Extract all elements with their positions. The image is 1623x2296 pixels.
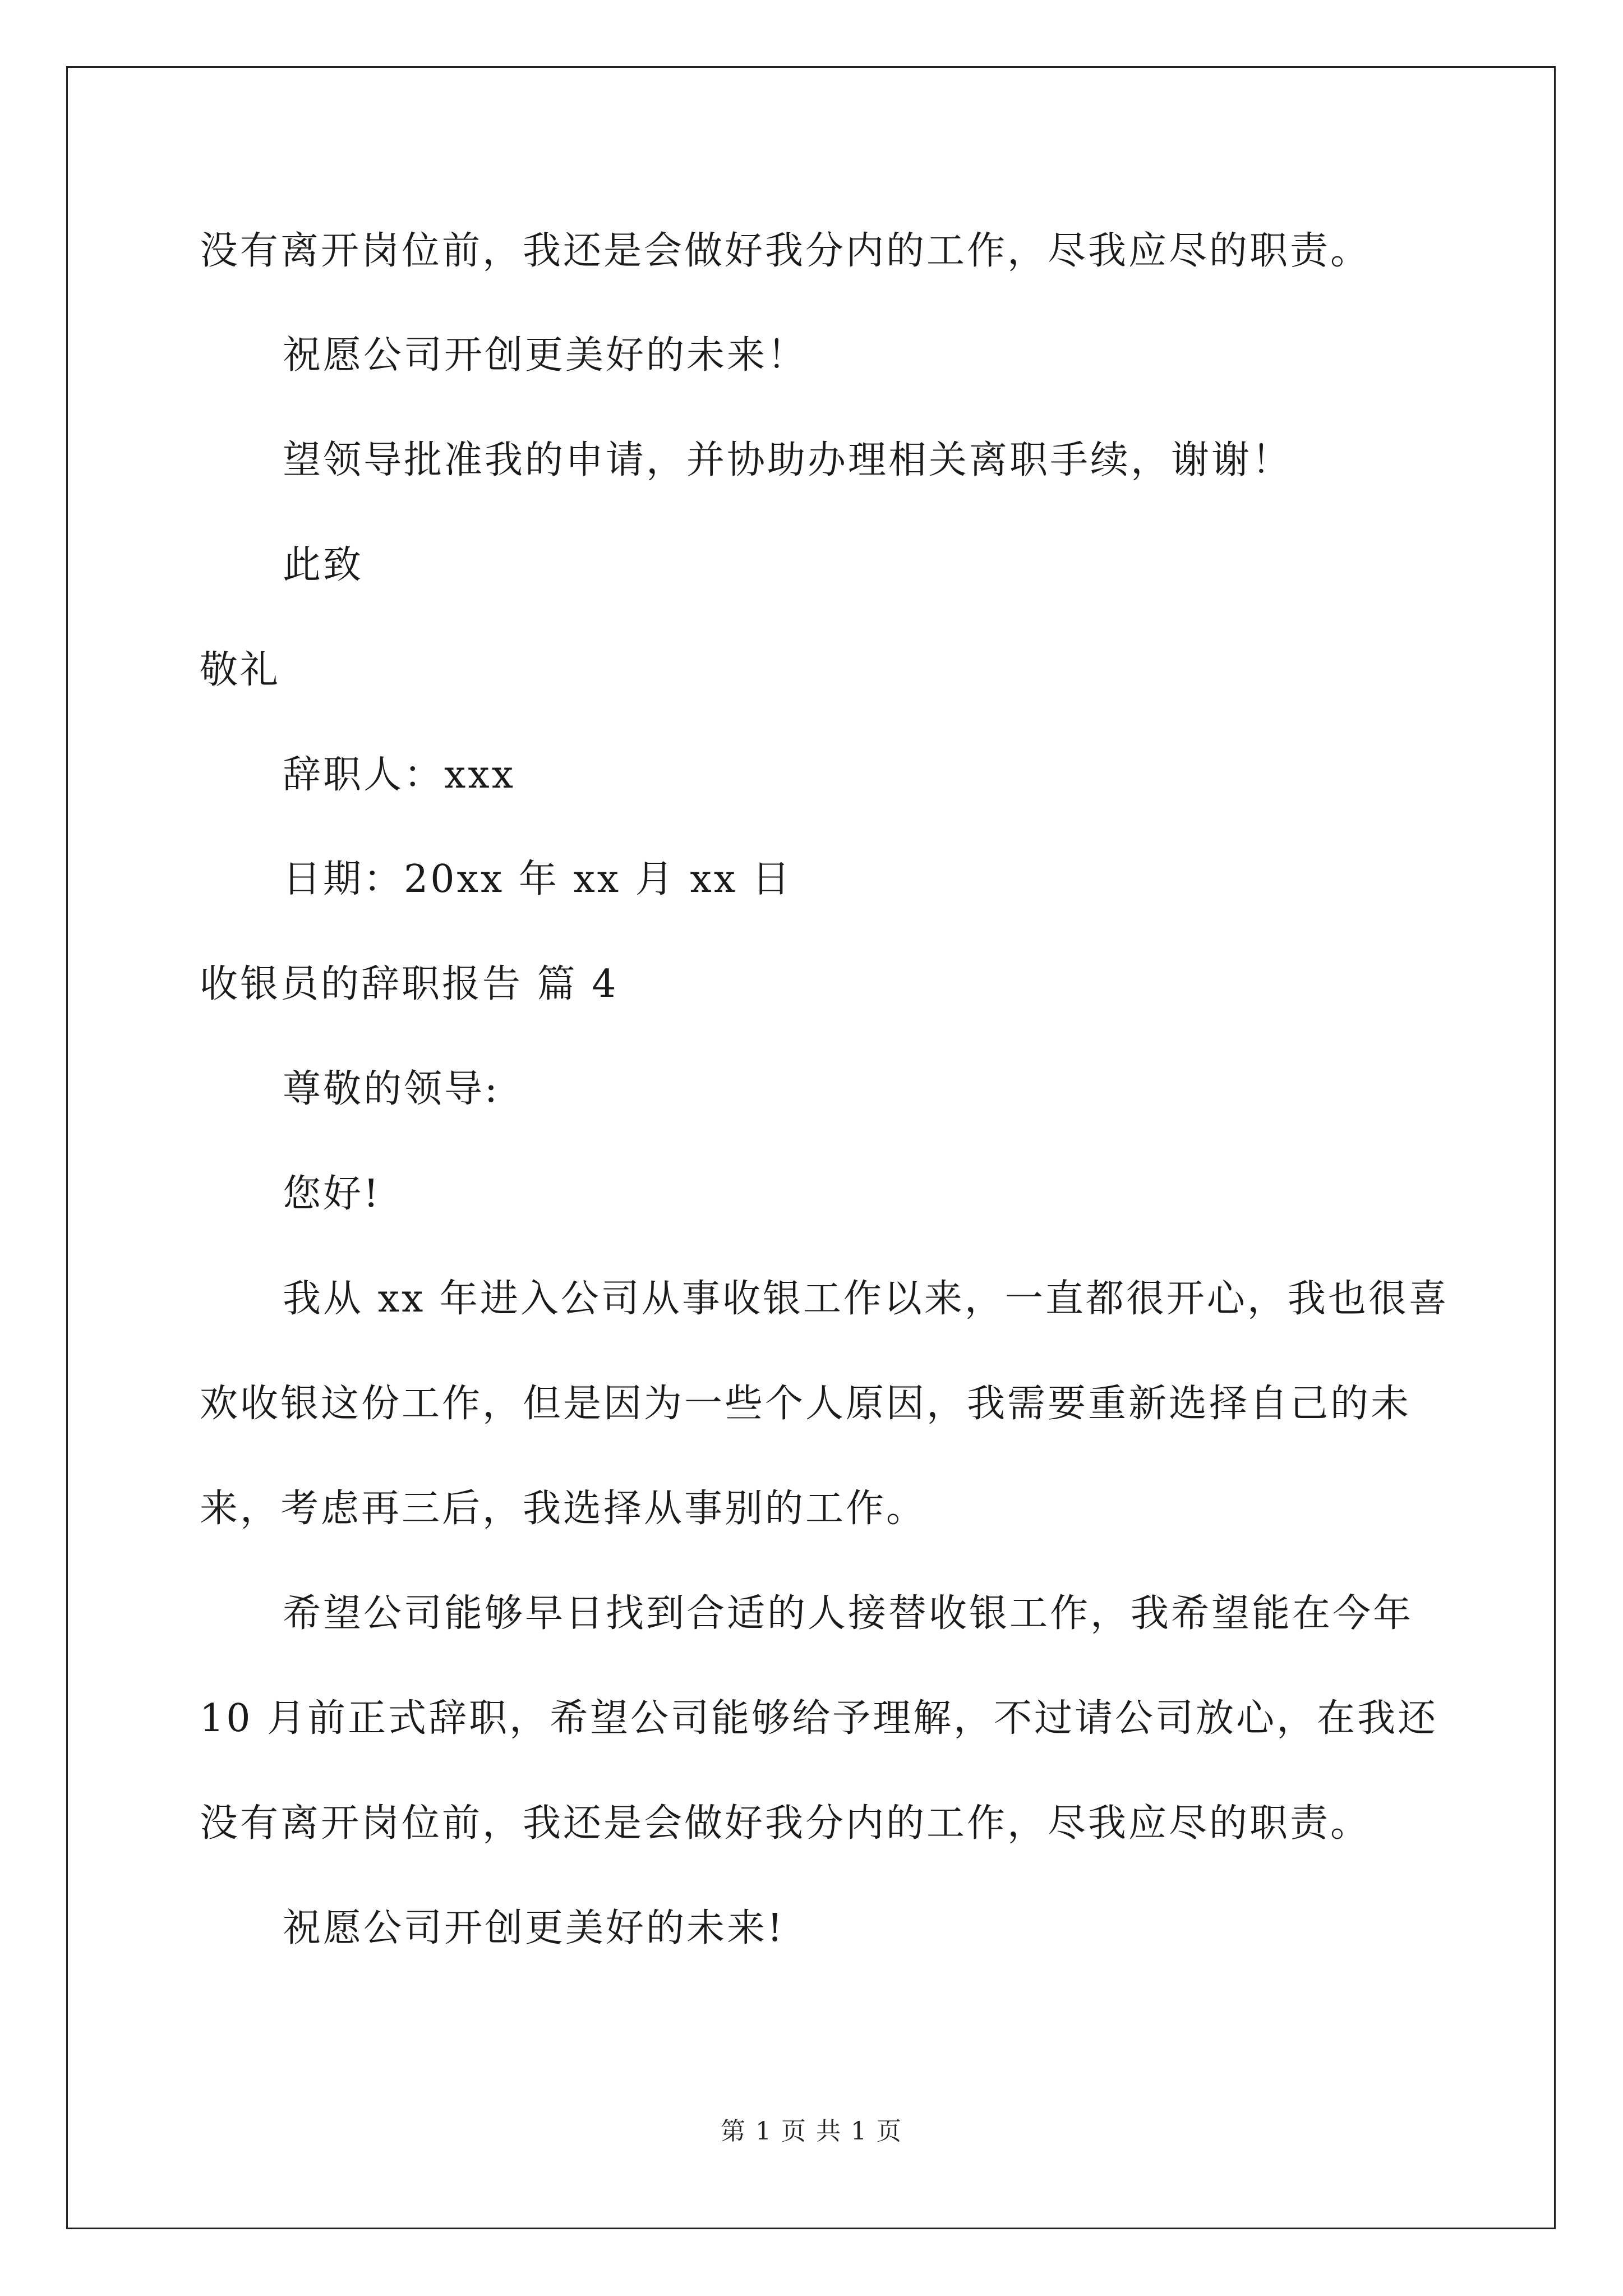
paragraph-line: 没有离开岗位前，我还是会做好我分内的工作，尽我应尽的职责。 <box>200 229 1371 273</box>
paragraph-line: 希望公司能够早日找到合适的人接替收银工作，我希望能在今年 <box>283 1591 1414 1636</box>
paragraph-line: 10 月前正式辞职，希望公司能够给予理解，不过请公司放心，在我还 <box>200 1696 1438 1741</box>
greeting-line: 您好! <box>283 1172 381 1216</box>
closing-regards: 敬礼 <box>200 648 281 692</box>
signature-line: 辞职人：xxx <box>283 753 516 797</box>
paragraph-line: 来，考虑再三后，我选择从事别的工作。 <box>200 1487 927 1531</box>
closing-salutation: 此致 <box>283 543 364 587</box>
greeting-line: 尊敬的领导: <box>283 1067 500 1111</box>
paragraph-line: 祝愿公司开创更美好的未来! <box>283 1906 785 1950</box>
page-footer: 第 1 页 共 1 页 <box>721 2117 902 2146</box>
date-line: 日期：20xx 年 xx 月 xx 日 <box>283 857 792 901</box>
paragraph-line: 望领导批准我的申请，并协助办理相关离职手续，谢谢！ <box>283 438 1293 482</box>
paragraph-line: 没有离开岗位前，我还是会做好我分内的工作，尽我应尽的职责。 <box>200 1801 1371 1846</box>
paragraph-line: 祝愿公司开创更美好的未来！ <box>283 333 808 378</box>
section-heading: 收银员的辞职报告 篇 4 <box>200 962 619 1006</box>
paragraph-line: 我从 xx 年进入公司从事收银工作以来，一直都很开心，我也很喜 <box>283 1277 1449 1321</box>
paragraph-line: 欢收银这份工作，但是因为一些个人原因，我需要重新选择自己的未 <box>200 1382 1412 1426</box>
page-border <box>66 66 1556 2229</box>
